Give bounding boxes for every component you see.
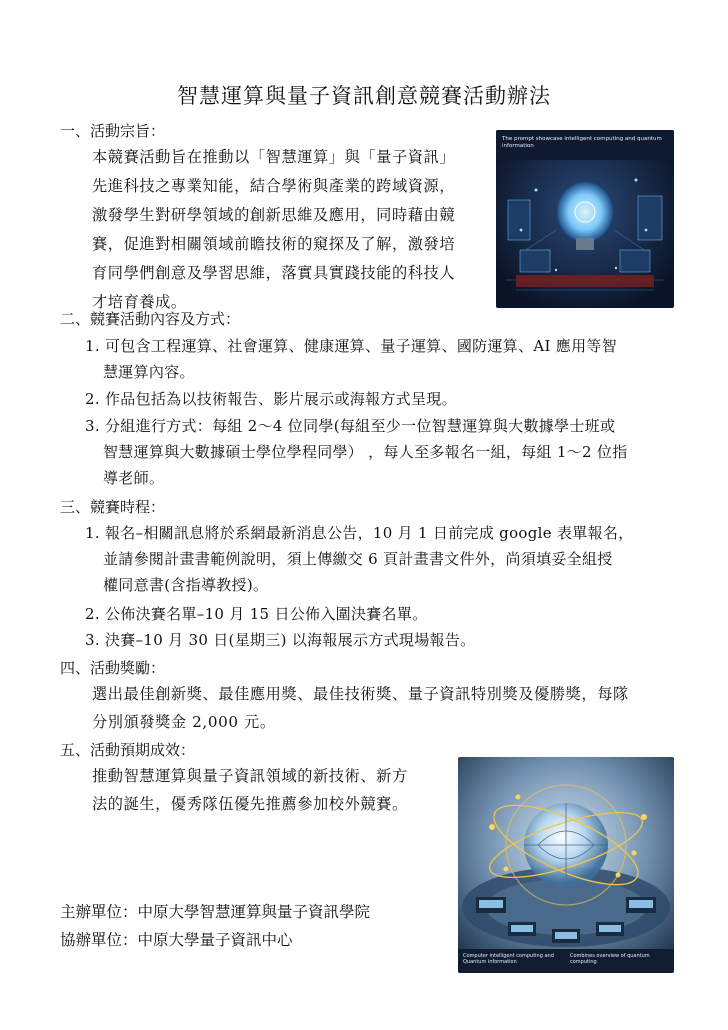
s1-line: 才培育養成。 <box>92 293 187 311</box>
section-4-heading: 四、活動獎勵： <box>60 659 166 677</box>
s1-line: 激發學生對研學領域的創新思維及應用，同時藉由競 <box>92 206 456 224</box>
s5-line: 推動智慧運算與量子資訊領域的新技術、新方 <box>92 767 408 785</box>
section-1-heading: 一、活動宗旨： <box>60 122 166 140</box>
s2-item-3-line: 導老師。 <box>103 469 165 487</box>
s1-line: 賽，促進對相關領域前瞻技術的窺探及了解，激發培 <box>92 235 456 253</box>
page-title: 智慧運算與量子資訊創意競賽活動辦法 <box>177 84 551 108</box>
s2-item-3 <box>85 413 628 491</box>
s3-item-1 <box>85 520 634 598</box>
s3-item-2 <box>85 601 427 627</box>
s1-line: 育同學們創意及學習思維，落實具實踐技能的科技人 <box>92 264 456 282</box>
s2-item-3-line: 智慧運算與大數據碩士學位學程同學） ，每人至多報名一組，每組 1～2 位指 <box>103 443 628 461</box>
quantum-globe-illustration <box>458 757 674 973</box>
s3-item-1-line: 1. 報名–相關訊息將於系網最新消息公告，10 月 1 日前完成 google 表單報名， <box>85 524 634 542</box>
s3-item-3-line: 3. 決賽–10 月 30 日(星期三) 以海報展示方式現場報告。 <box>85 631 476 649</box>
s2-item-2-line: 2. 作品包括為以技術報告、影片展示或海報方式呈現。 <box>85 390 457 408</box>
s2-item-2 <box>85 386 457 412</box>
s3-item-3 <box>85 627 475 653</box>
section-5-heading: 五、活動預期成效： <box>60 741 196 759</box>
co-organizer: 協辦單位：中原大學量子資訊中心 <box>60 931 293 949</box>
s5-line: 法的誕生，優秀隊伍優先推薦參加校外競賽。 <box>92 795 408 813</box>
s3-item-2-line: 2. 公佈決賽名單–10 月 15 日公佈入圍決賽名單。 <box>85 605 428 623</box>
section-5-body <box>92 762 408 818</box>
image-2-caption-left: Computer intelligent computing and Quantum information <box>463 953 554 965</box>
s3-item-1-line: 並請參閱計畫書範例說明，須上傳繳交 6 頁計畫書文件外，尚須填妥全組授 <box>103 550 613 568</box>
section-2-heading: 二、競賽活動內容及方式： <box>60 310 241 328</box>
section-3-heading: 三、競賽時程： <box>60 498 166 516</box>
s4-line: 分別頒發獎金 2,000 元。 <box>92 713 276 731</box>
s1-line: 先進科技之專業知能，結合學術與產業的跨域資源， <box>92 177 456 195</box>
s2-item-1-line: 1. 可包含工程運算、社會運算、健康運算、量子運算、國防運算、AI 應用等智 <box>85 337 618 355</box>
s2-item-3-line: 3. 分組進行方式：每組 2～4 位同學(每組至少一位智慧運算與大數據學士班或 <box>85 417 616 435</box>
image-2-caption-right: Combines overview of quantum computing <box>570 953 650 965</box>
image-1-caption: The prompt showcase intelligent computing and quantum information <box>502 136 662 149</box>
section-1-body <box>92 143 455 317</box>
s2-item-1 <box>85 333 617 385</box>
section-4-body <box>92 680 629 736</box>
s3-item-1-line: 權同意書(含指導教授)。 <box>103 576 269 594</box>
s4-line: 選出最佳創新獎、最佳應用獎、最佳技術獎、量子資訊特別獎及優勝獎，每隊 <box>92 685 629 703</box>
s2-item-1-line: 慧運算內容。 <box>103 363 195 381</box>
s1-line: 本競賽活動旨在推動以「智慧運算」與「量子資訊」 <box>92 148 456 166</box>
organizer: 主辦單位：中原大學智慧運算與量子資訊學院 <box>60 903 371 921</box>
lightbulb-tech-illustration <box>496 130 674 308</box>
